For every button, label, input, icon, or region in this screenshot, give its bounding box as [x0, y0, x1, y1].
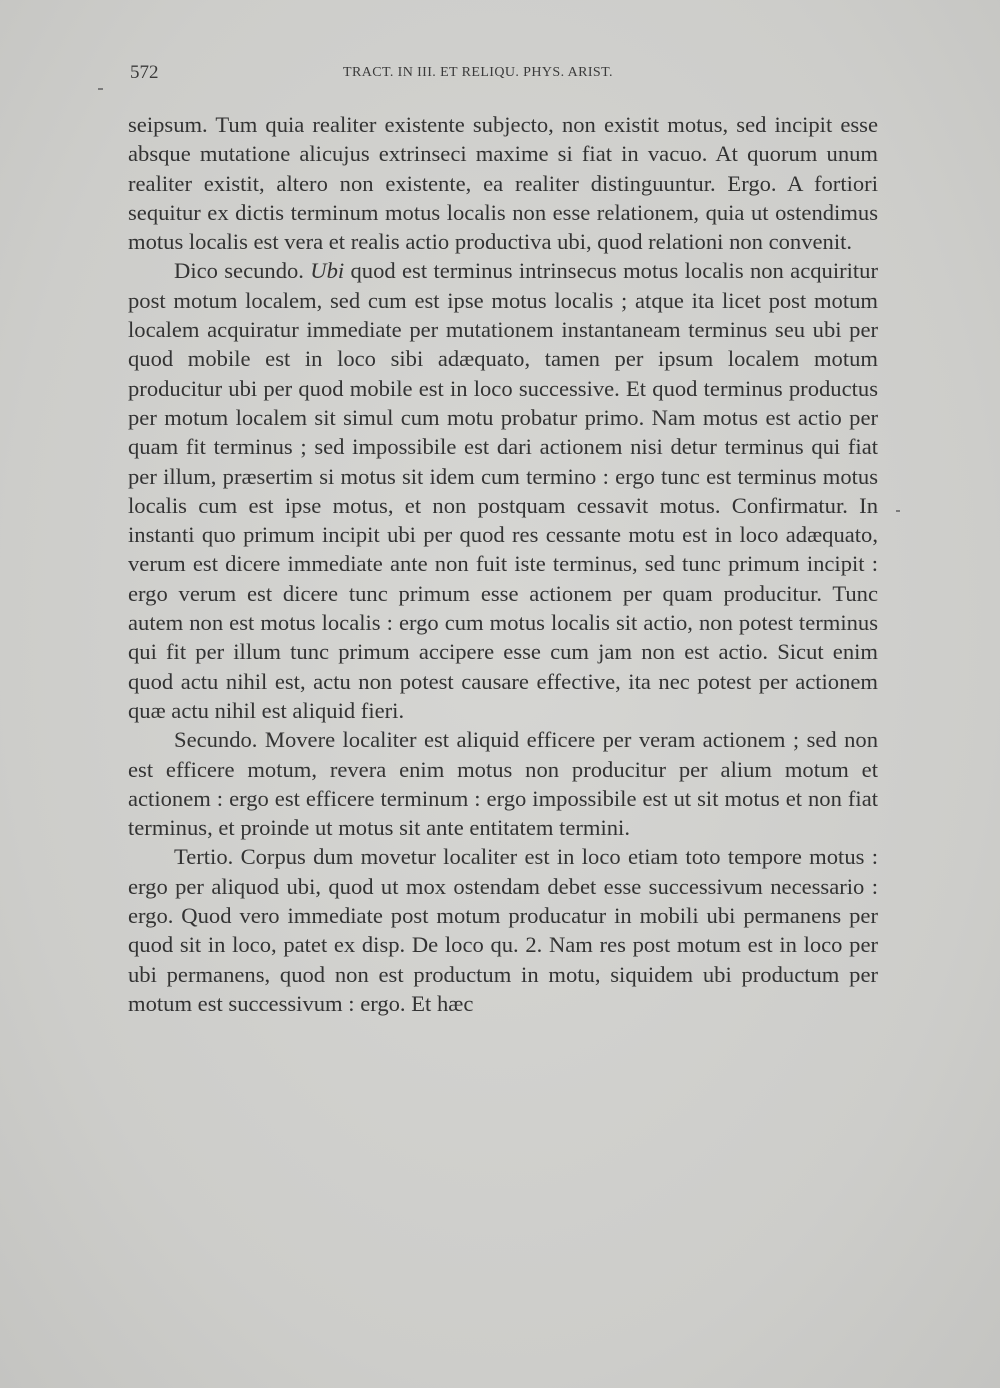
page-number: 572: [130, 62, 159, 83]
paragraph-lead: Dico secundo.: [174, 258, 311, 284]
margin-mark: [896, 510, 900, 512]
margin-mark: [98, 88, 103, 90]
paragraph-text: seipsum. Tum quia realiter existente subjecto, non existit motus, sed incipit esse absque mutatione alicujus extrinseci maxime si fiat in vacuo. At quorum unum realiter existit, altero non existente, ea realiter distinguuntur. Ergo. A fortiori sequitur ex dictis terminum motus localis non esse relationem, quia ut ostendimus motus localis est vera et realis actio productiva ubi, quod relationi non convenit.: [128, 112, 878, 255]
paragraph: [128, 110, 878, 256]
page-header: [130, 62, 880, 90]
paragraph: [128, 725, 878, 842]
paragraph-text: Secundo. Movere localiter est aliquid efficere per veram actionem ; sed non est efficere motum, revera enim motus non producitur per alium motum et actionem : ergo est efficere terminum : ergo impossibile est ut sit motus et non fiat terminus, et proinde ut motus sit ante entitatem termini.: [128, 727, 878, 841]
paragraph-text: Tertio. Corpus dum movetur localiter est in loco etiam toto tempore motus : ergo per aliquod ubi, quod ut mox ostendam debet esse successivum necessario : ergo. Quod vero immediate post motum producatur in mobili ubi permanens per quod sit in loco, patet ex disp. De loco qu. 2. Nam res post motum est in loco per ubi permanens, quod non est productum in motu, siquidem ubi productum per motum est successivum : ergo. Et hæc: [128, 844, 878, 1016]
running-head: TRACT. IN III. ET RELIQU. PHYS. ARIST.: [343, 65, 613, 80]
body-text: [128, 110, 878, 1018]
paragraph-text: quod est terminus intrinsecus motus localis non acquiritur post motum localem, sed cum est ipse motus localis ; atque ita licet post motum localem acquiratur immediate per mutationem instantaneam terminus seu ubi per quod mobile est in loco sibi adæquato, tamen per ipsum localem motum producitur ubi per quod mobile est in loco successive. Et quod terminus productus per motum localem sit simul cum motu probatur primo. Nam motus est actio per quam fit terminus ; sed impossibile est dari actionem nisi detur terminus qui fiat per illum, præsertim si motus sit idem cum termino : ergo tunc est terminus motus localis cum est ipse motus, et non postquam cessavit motus. Confirmatur. In instanti quo primum incipit ubi per quod res cessante motu est in loco adæquato, verum est dicere immediate ante non fuit iste terminus, sed tunc primum incipit : ergo verum est dicere tunc primum esse actionem per quam producitur. Tunc autem non est motus localis : ergo cum motus localis sit actio, non potest terminus qui fit per illum tunc primum accipere esse cum jam non est actio. Sicut enim quod actu nihil est, actu non potest causare effective, ita nec potest per actionem quæ actu nihil est aliquid fieri.: [128, 258, 878, 723]
paragraph: [128, 256, 878, 725]
italic-term: Ubi: [310, 258, 345, 284]
paragraph: [128, 842, 878, 1018]
